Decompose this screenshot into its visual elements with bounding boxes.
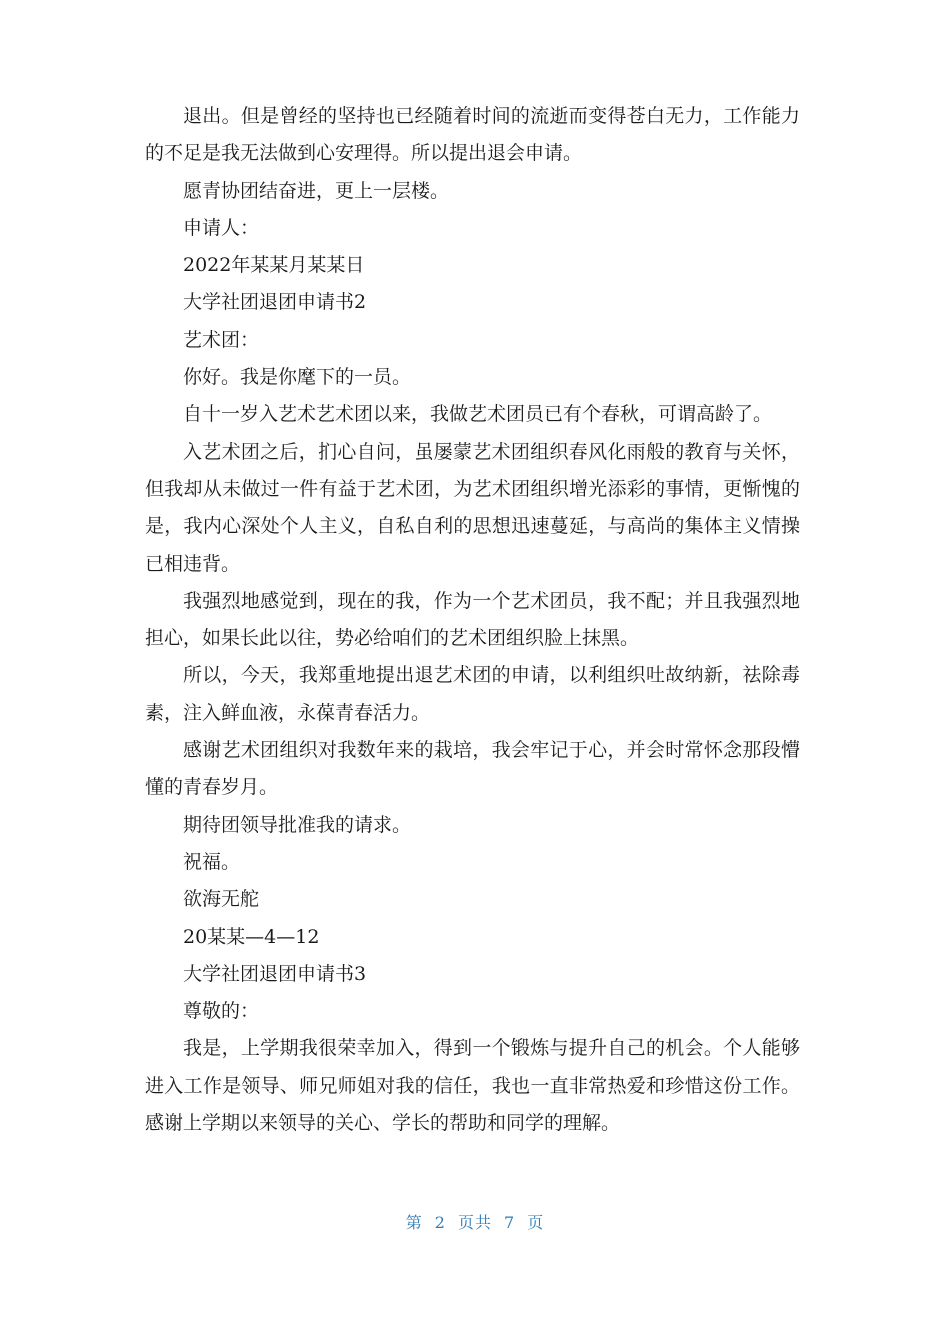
paragraph: 我是，上学期我很荣幸加入，得到一个锻炼与提升自己的机会。个人能够进入工作是领导、师兄师姐对我的信任，我也一直非常热爱和珍惜这份工作。感谢上学期以来领导的关心、学长的帮助和同学的理解。 <box>145 1037 800 1135</box>
document-body <box>145 98 800 1142</box>
paragraph: 你好。我是你麾下的一员。 <box>183 366 412 389</box>
section-heading: 大学社团退团申请书3 <box>183 962 367 985</box>
paragraph: 申请人： <box>183 216 260 239</box>
paragraph: 退出。但是曾经的坚持也已经随着时间的流逝而变得苍白无力，工作能力的不足是我无法做到心安理得。所以提出退会申请。 <box>145 105 800 165</box>
footer-middle: 页共 <box>457 1213 492 1232</box>
paragraph: 我强烈地感觉到，现在的我，作为一个艺术团员，我不配；并且我强烈地担心，如果长此以往，势必给咱们的艺术团组织脸上抹黑。 <box>145 589 800 650</box>
paragraph: 感谢艺术团组织对我数年来的栽培，我会牢记于心，并会时常怀念那段懵懂的青春岁月。 <box>145 739 800 799</box>
footer-suffix: 页 <box>527 1213 545 1232</box>
paragraph: 尊敬的： <box>183 1000 260 1023</box>
paragraph: 艺术团： <box>183 328 260 351</box>
footer-current-page: 2 <box>434 1213 446 1232</box>
footer-total-pages: 7 <box>504 1213 516 1232</box>
page-footer <box>0 1210 950 1233</box>
footer-prefix: 第 <box>405 1213 423 1232</box>
paragraph: 20某某—4—12 <box>183 925 320 948</box>
paragraph: 自十一岁入艺术艺术团以来，我做艺术团员已有个春秋，可谓高龄了。 <box>183 403 773 426</box>
paragraph: 所以，今天，我郑重地提出退艺术团的申请，以利组织吐故纳新，祛除毒素，注入鲜血液，永葆青春活力。 <box>145 664 800 724</box>
paragraph: 祝福。 <box>183 850 241 873</box>
paragraph: 愿青协团结奋进，更上一层楼。 <box>183 179 450 202</box>
paragraph: 期待团领导批准我的请求。 <box>183 813 412 836</box>
paragraph: 2022年某某月某某日 <box>183 254 365 277</box>
section-heading: 大学社团退团申请书2 <box>183 291 367 314</box>
paragraph: 入艺术团之后，扪心自问，虽屡蒙艺术团组织春风化雨般的教育与关怀，但我却从未做过一件有益于艺术团，为艺术团组织增光添彩的事情，更惭愧的是，我内心深处个人主义，自私自利的思想迅速蔓延，与高尚的集体主义情操已相违背。 <box>145 440 800 575</box>
paragraph: 欲海无舵 <box>183 888 260 911</box>
